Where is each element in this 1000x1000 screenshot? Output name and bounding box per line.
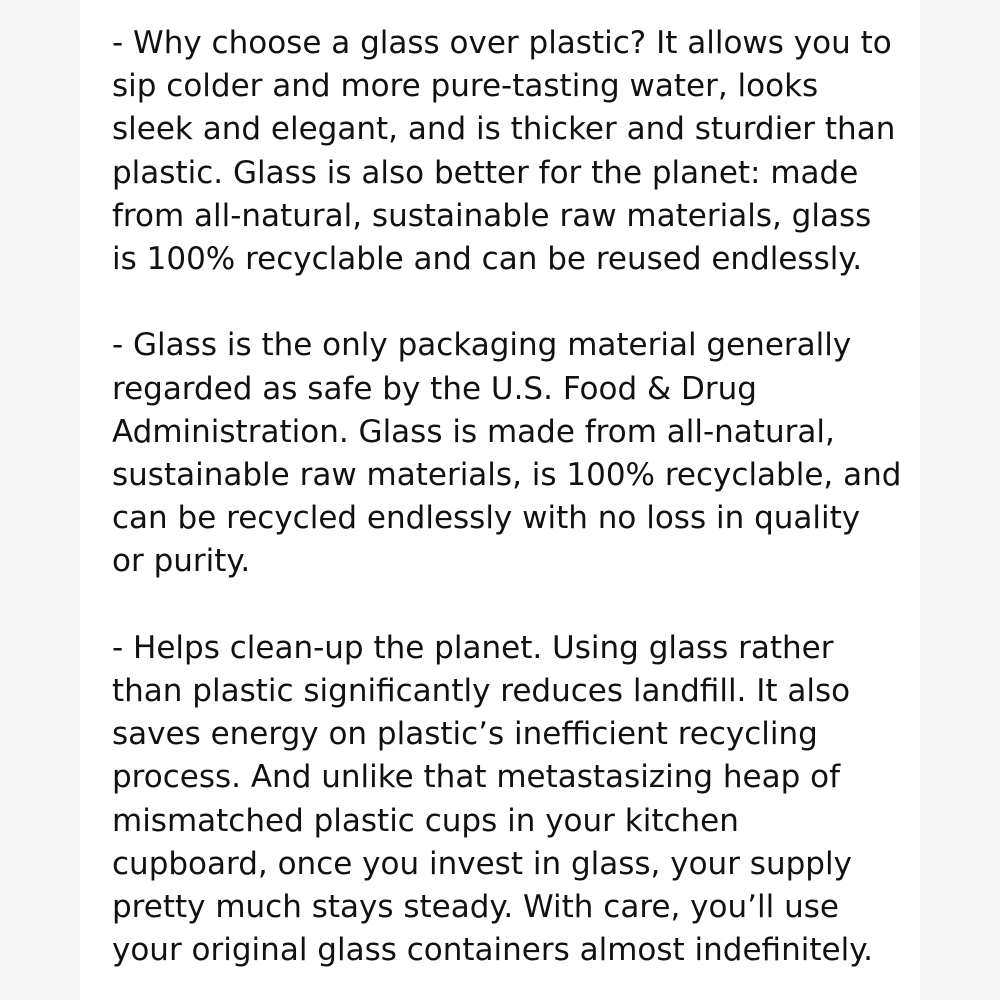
paragraph-fda-safe bbox=[112, 324, 912, 583]
text-line: regarded as safe by the U.S. Food & Drug bbox=[112, 370, 757, 407]
text-line: than plastic significantly reduces landfill. It also bbox=[112, 673, 851, 710]
document-page bbox=[80, 0, 920, 1000]
text-line: cupboard, once you invest in glass, your supply bbox=[112, 845, 852, 882]
text-line: is 100% recyclable and can be reused endlessly. bbox=[112, 241, 863, 278]
text-line: or purity. bbox=[112, 543, 251, 580]
paragraph-glass-vs-plastic bbox=[112, 22, 912, 281]
text-line: process. And unlike that metastasizing heap of bbox=[112, 759, 841, 796]
text-line: saves energy on plastic’s inefficient recycling bbox=[112, 716, 818, 753]
text-line: - Helps clean-up the planet. Using glass rather bbox=[112, 629, 834, 666]
text-line: Administration. Glass is made from all-natural, bbox=[112, 413, 835, 450]
text-line: sustainable raw materials, is 100% recyclable, and bbox=[112, 457, 902, 494]
text-line: your original glass containers almost indefinitely. bbox=[112, 932, 873, 969]
text-line: from all-natural, sustainable raw materials, glass bbox=[112, 197, 872, 234]
paragraph-clean-up-planet bbox=[112, 627, 912, 973]
text-line: can be recycled endlessly with no loss in quality bbox=[112, 500, 861, 537]
text-line: pretty much stays steady. With care, you’ll use bbox=[112, 889, 839, 926]
text-line: - Why choose a glass over plastic? It allows you to bbox=[112, 25, 892, 61]
text-line: - Glass is the only packaging material generally bbox=[112, 327, 852, 364]
text-line: sip colder and more pure-tasting water, looks bbox=[112, 68, 819, 105]
text-line: mismatched plastic cups in your kitchen bbox=[112, 802, 739, 839]
text-line: sleek and elegant, and is thicker and sturdier than bbox=[112, 111, 896, 148]
document-body bbox=[112, 22, 912, 972]
text-line: plastic. Glass is also better for the planet: made bbox=[112, 154, 859, 191]
